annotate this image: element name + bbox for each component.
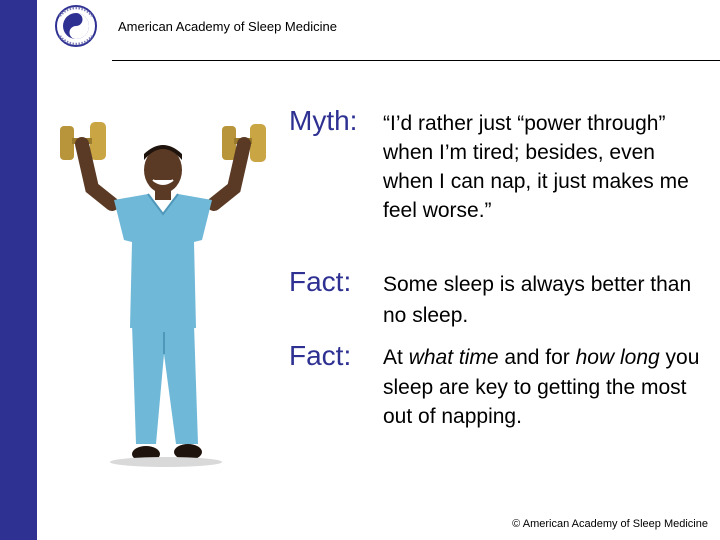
fact-term-2: Fact: [289, 340, 352, 371]
fact-text-2-emphasis-duration: how long [575, 346, 660, 369]
fact-text-2-pre: At [383, 346, 409, 369]
fact-term-1: Fact: [289, 266, 352, 297]
myth-term: Myth: [289, 105, 358, 136]
aasm-sleep-logo-icon [48, 4, 104, 48]
header-divider [112, 60, 720, 61]
organization-name: American Academy of Sleep Medicine [118, 19, 337, 34]
fact-text-2-mid: and for [498, 346, 576, 369]
fact-text-2-post: you sleep are key to getting the most out of napping. [383, 346, 700, 428]
fact-text-2 [383, 343, 709, 432]
man-lifting-dumbbells-icon [52, 118, 280, 472]
myth-text: “I’d rather just “power through” when I’m tired; besides, even when I can nap, it just makes me feel worse.” [383, 112, 689, 222]
fact-text-1: Some sleep is always better than no sleep. [383, 273, 692, 327]
left-accent-bar [0, 0, 37, 540]
fact-text-2-emphasis-time: what time [408, 346, 499, 369]
footer-copyright: © American Academy of Sleep Medicine [512, 518, 708, 530]
